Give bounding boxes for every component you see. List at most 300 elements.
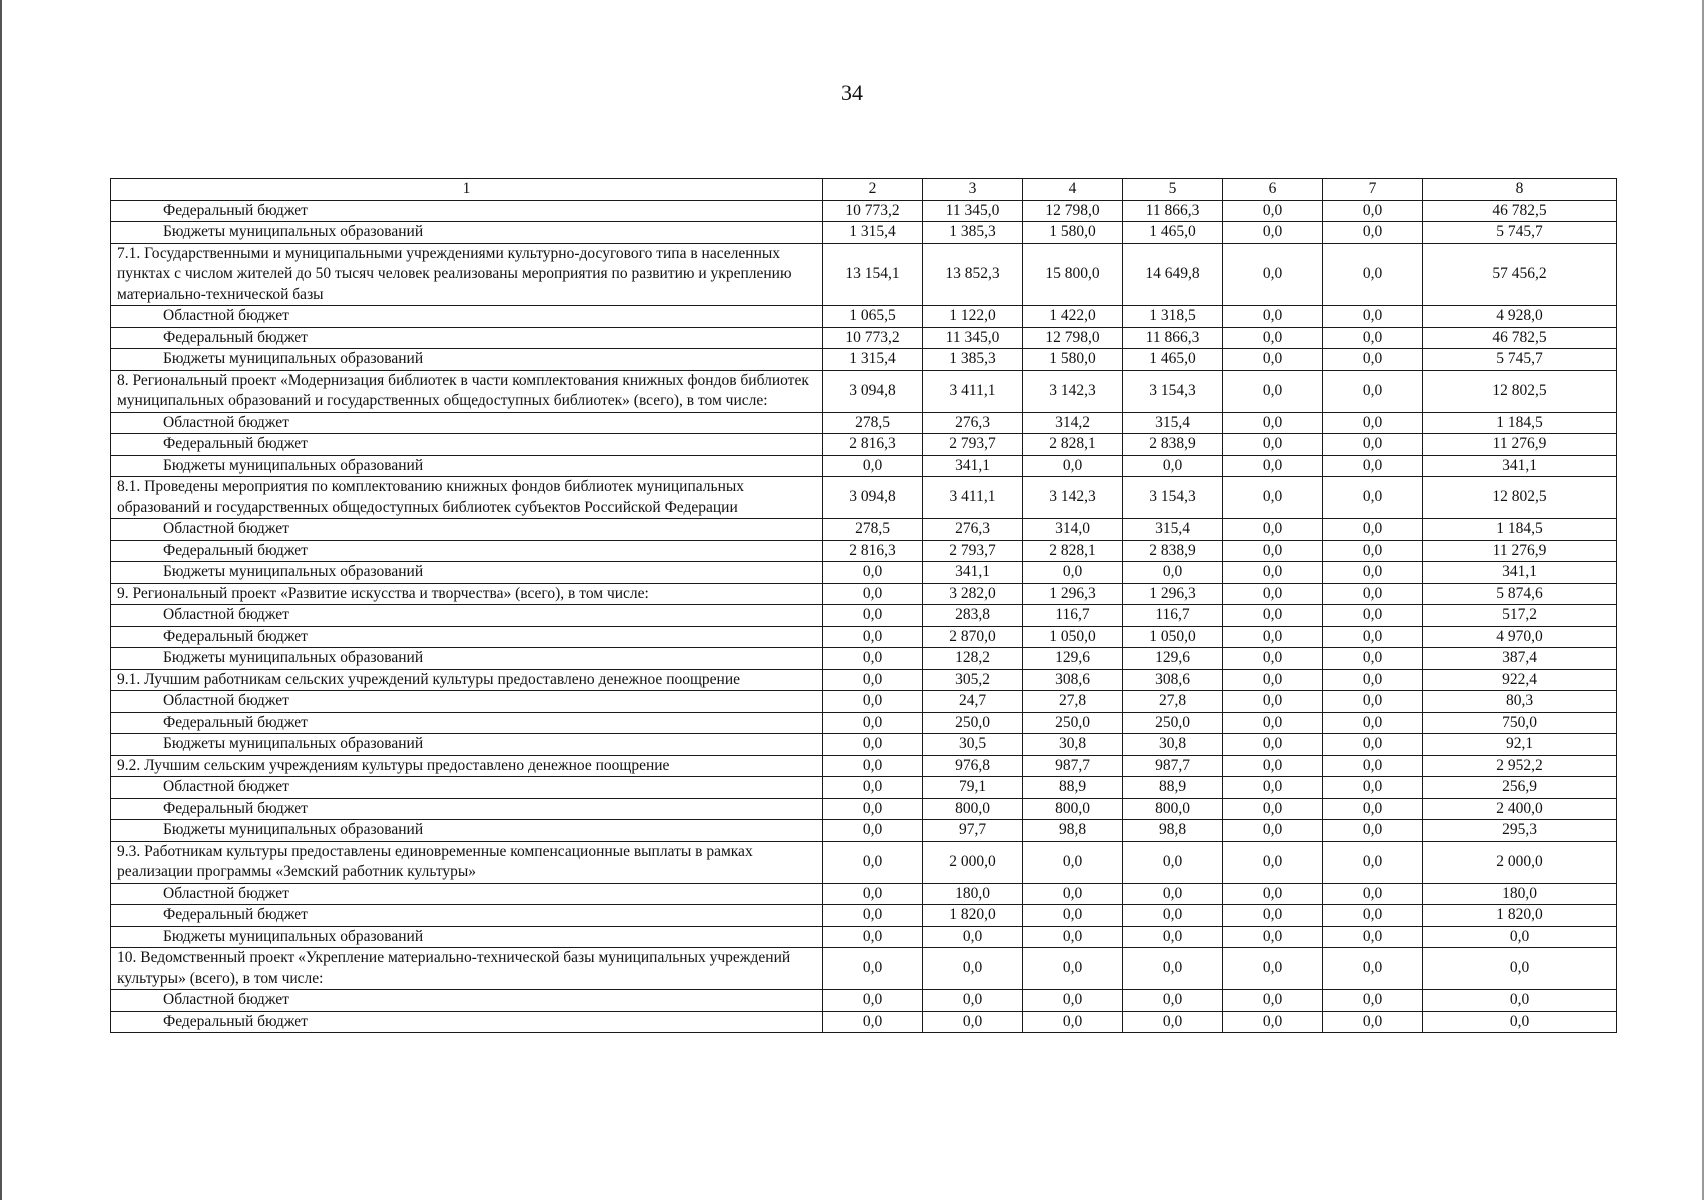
value-cell: 0,0 — [1323, 669, 1423, 691]
value-cell: 88,9 — [1123, 777, 1223, 799]
value-cell: 0,0 — [823, 883, 923, 905]
table-row — [111, 777, 1617, 799]
scan-edge-left — [0, 0, 2, 1200]
value-cell: 30,5 — [923, 734, 1023, 756]
table-row — [111, 562, 1617, 584]
value-cell: 1 385,3 — [923, 222, 1023, 244]
budget-source-label: Бюджеты муниципальных образований — [111, 562, 823, 584]
value-cell: 12 802,5 — [1423, 477, 1617, 519]
budget-source-label: Областной бюджет — [111, 777, 823, 799]
value-cell: 11 345,0 — [923, 327, 1023, 349]
value-cell: 0,0 — [1323, 222, 1423, 244]
value-cell: 0,0 — [1023, 455, 1123, 477]
value-cell: 11 345,0 — [923, 200, 1023, 222]
budget-source-label: Бюджеты муниципальных образований — [111, 349, 823, 371]
header-cell: 4 — [1023, 179, 1123, 201]
value-cell: 14 649,8 — [1123, 243, 1223, 306]
table-row — [111, 222, 1617, 244]
value-cell: 30,8 — [1023, 734, 1123, 756]
item-label: 9.3. Работникам культуры предоставлены единовременные компенсационные выплаты в рамках реализации программы «Земский работник культуры» — [111, 841, 823, 883]
value-cell: 0,0 — [1123, 455, 1223, 477]
value-cell: 0,0 — [1223, 626, 1323, 648]
value-cell: 315,4 — [1123, 519, 1223, 541]
table-row — [111, 883, 1617, 905]
page-number: 34 — [841, 80, 863, 105]
item-label: 9.1. Лучшим работникам сельских учреждений культуры предоставлено денежное поощрение — [111, 669, 823, 691]
value-cell: 278,5 — [823, 519, 923, 541]
value-cell: 0,0 — [823, 669, 923, 691]
value-cell: 0,0 — [1323, 200, 1423, 222]
table-row — [111, 798, 1617, 820]
value-cell: 27,8 — [1023, 691, 1123, 713]
budget-source-label: Областной бюджет — [111, 883, 823, 905]
budget-table — [110, 178, 1617, 1033]
value-cell: 0,0 — [1223, 905, 1323, 927]
value-cell: 0,0 — [1223, 669, 1323, 691]
value-cell: 0,0 — [823, 734, 923, 756]
value-cell: 0,0 — [1223, 648, 1323, 670]
value-cell: 116,7 — [1023, 605, 1123, 627]
value-cell: 922,4 — [1423, 669, 1617, 691]
table-row — [111, 477, 1617, 519]
value-cell: 0,0 — [1323, 820, 1423, 842]
value-cell: 129,6 — [1123, 648, 1223, 670]
value-cell: 0,0 — [823, 712, 923, 734]
value-cell: 98,8 — [1023, 820, 1123, 842]
value-cell: 0,0 — [1323, 948, 1423, 990]
header-cell: 6 — [1223, 179, 1323, 201]
table-row — [111, 200, 1617, 222]
value-cell: 1 315,4 — [823, 349, 923, 371]
value-cell: 12 802,5 — [1423, 370, 1617, 412]
value-cell: 278,5 — [823, 412, 923, 434]
value-cell: 0,0 — [1123, 905, 1223, 927]
value-cell: 0,0 — [1023, 562, 1123, 584]
value-cell: 0,0 — [1223, 583, 1323, 605]
value-cell: 88,9 — [1023, 777, 1123, 799]
value-cell: 0,0 — [1223, 691, 1323, 713]
value-cell: 0,0 — [1223, 948, 1323, 990]
value-cell: 0,0 — [1323, 412, 1423, 434]
header-cell: 8 — [1423, 179, 1617, 201]
table-row — [111, 648, 1617, 670]
budget-source-label: Бюджеты муниципальных образований — [111, 648, 823, 670]
value-cell: 98,8 — [1123, 820, 1223, 842]
value-cell: 256,9 — [1423, 777, 1617, 799]
value-cell: 0,0 — [1123, 926, 1223, 948]
value-cell: 0,0 — [823, 583, 923, 605]
value-cell: 0,0 — [823, 1011, 923, 1033]
value-cell: 0,0 — [1223, 477, 1323, 519]
budget-source-label: Бюджеты муниципальных образований — [111, 820, 823, 842]
value-cell: 0,0 — [1323, 883, 1423, 905]
value-cell: 0,0 — [1323, 540, 1423, 562]
value-cell: 1 580,0 — [1023, 349, 1123, 371]
table-row — [111, 605, 1617, 627]
value-cell: 3 094,8 — [823, 477, 923, 519]
value-cell: 0,0 — [1323, 712, 1423, 734]
value-cell: 1 820,0 — [1423, 905, 1617, 927]
budget-source-label: Федеральный бюджет — [111, 626, 823, 648]
value-cell: 0,0 — [823, 990, 923, 1012]
table-row — [111, 540, 1617, 562]
value-cell: 1 296,3 — [1123, 583, 1223, 605]
value-cell: 0,0 — [1423, 1011, 1617, 1033]
item-label: 7.1. Государственными и муниципальными учреждениями культурно-досугового типа в населенных пунктах с числом жителей до 50 тысяч человек реализованы мероприятия по развитию и укреплению материально-технической базы — [111, 243, 823, 306]
value-cell: 0,0 — [1223, 755, 1323, 777]
value-cell: 12 798,0 — [1023, 200, 1123, 222]
budget-source-label: Федеральный бюджет — [111, 712, 823, 734]
value-cell: 341,1 — [1423, 562, 1617, 584]
value-cell: 1 465,0 — [1123, 349, 1223, 371]
value-cell: 46 782,5 — [1423, 200, 1617, 222]
value-cell: 11 866,3 — [1123, 200, 1223, 222]
value-cell: 3 411,1 — [923, 477, 1023, 519]
value-cell: 1 580,0 — [1023, 222, 1123, 244]
value-cell: 276,3 — [923, 412, 1023, 434]
budget-source-label: Федеральный бюджет — [111, 1011, 823, 1033]
value-cell: 0,0 — [1123, 990, 1223, 1012]
value-cell: 2 838,9 — [1123, 434, 1223, 456]
value-cell: 0,0 — [1323, 990, 1423, 1012]
value-cell: 3 142,3 — [1023, 477, 1123, 519]
value-cell: 30,8 — [1123, 734, 1223, 756]
value-cell: 0,0 — [1223, 798, 1323, 820]
value-cell: 315,4 — [1123, 412, 1223, 434]
table-row — [111, 455, 1617, 477]
value-cell: 1 065,5 — [823, 306, 923, 328]
budget-source-label: Областной бюджет — [111, 691, 823, 713]
budget-source-label: Областной бюджет — [111, 412, 823, 434]
value-cell: 0,0 — [1323, 926, 1423, 948]
table-row — [111, 583, 1617, 605]
value-cell: 0,0 — [1223, 349, 1323, 371]
item-label: 9.2. Лучшим сельским учреждениям культуры предоставлено денежное поощрение — [111, 755, 823, 777]
table-row — [111, 691, 1617, 713]
budget-source-label: Федеральный бюджет — [111, 200, 823, 222]
value-cell: 180,0 — [923, 883, 1023, 905]
table-row — [111, 841, 1617, 883]
budget-source-label: Бюджеты муниципальных образований — [111, 926, 823, 948]
value-cell: 1 422,0 — [1023, 306, 1123, 328]
header-cell: 5 — [1123, 179, 1223, 201]
table-row — [111, 434, 1617, 456]
value-cell: 13 852,3 — [923, 243, 1023, 306]
value-cell: 3 282,0 — [923, 583, 1023, 605]
value-cell: 0,0 — [823, 841, 923, 883]
budget-source-label: Бюджеты муниципальных образований — [111, 222, 823, 244]
value-cell: 0,0 — [1323, 734, 1423, 756]
value-cell: 0,0 — [1323, 583, 1423, 605]
value-cell: 2 816,3 — [823, 434, 923, 456]
value-cell: 2 793,7 — [923, 434, 1023, 456]
value-cell: 46 782,5 — [1423, 327, 1617, 349]
value-cell: 4 970,0 — [1423, 626, 1617, 648]
value-cell: 1 820,0 — [923, 905, 1023, 927]
value-cell: 2 828,1 — [1023, 434, 1123, 456]
value-cell: 0,0 — [1023, 948, 1123, 990]
value-cell: 2 816,3 — [823, 540, 923, 562]
value-cell: 0,0 — [1123, 562, 1223, 584]
item-label: 10. Ведомственный проект «Укрепление материально-технической базы муниципальных учреждений культуры» (всего), в том числе: — [111, 948, 823, 990]
value-cell: 0,0 — [923, 926, 1023, 948]
table-row — [111, 669, 1617, 691]
value-cell: 0,0 — [1223, 1011, 1323, 1033]
value-cell: 0,0 — [1323, 798, 1423, 820]
budget-source-label: Федеральный бюджет — [111, 540, 823, 562]
table-row — [111, 926, 1617, 948]
value-cell: 0,0 — [1323, 455, 1423, 477]
value-cell: 0,0 — [823, 905, 923, 927]
value-cell: 0,0 — [1323, 306, 1423, 328]
budget-source-label: Областной бюджет — [111, 519, 823, 541]
table-row — [111, 1011, 1617, 1033]
value-cell: 0,0 — [1123, 841, 1223, 883]
value-cell: 2 000,0 — [923, 841, 1023, 883]
value-cell: 0,0 — [1223, 540, 1323, 562]
value-cell: 116,7 — [1123, 605, 1223, 627]
value-cell: 314,0 — [1023, 519, 1123, 541]
value-cell: 250,0 — [1123, 712, 1223, 734]
value-cell: 2 828,1 — [1023, 540, 1123, 562]
value-cell: 0,0 — [1223, 412, 1323, 434]
table-row — [111, 412, 1617, 434]
value-cell: 0,0 — [1323, 562, 1423, 584]
value-cell: 5 745,7 — [1423, 222, 1617, 244]
value-cell: 0,0 — [923, 990, 1023, 1012]
value-cell: 0,0 — [1223, 370, 1323, 412]
value-cell: 0,0 — [823, 455, 923, 477]
value-cell: 3 094,8 — [823, 370, 923, 412]
value-cell: 0,0 — [1323, 477, 1423, 519]
value-cell: 0,0 — [1023, 1011, 1123, 1033]
value-cell: 5 874,6 — [1423, 583, 1617, 605]
value-cell: 80,3 — [1423, 691, 1617, 713]
table-row — [111, 243, 1617, 306]
value-cell: 341,1 — [923, 455, 1023, 477]
table-row — [111, 990, 1617, 1012]
value-cell: 250,0 — [923, 712, 1023, 734]
value-cell: 987,7 — [1123, 755, 1223, 777]
value-cell: 2 793,7 — [923, 540, 1023, 562]
value-cell: 305,2 — [923, 669, 1023, 691]
value-cell: 2 838,9 — [1123, 540, 1223, 562]
value-cell: 0,0 — [1223, 734, 1323, 756]
table-row — [111, 306, 1617, 328]
table-row — [111, 327, 1617, 349]
value-cell: 976,8 — [923, 755, 1023, 777]
budget-source-label: Областной бюджет — [111, 990, 823, 1012]
value-cell: 0,0 — [1223, 434, 1323, 456]
header-cell: 1 — [111, 179, 823, 201]
value-cell: 3 142,3 — [1023, 370, 1123, 412]
value-cell: 0,0 — [1323, 605, 1423, 627]
table-row — [111, 370, 1617, 412]
value-cell: 0,0 — [823, 798, 923, 820]
value-cell: 1 184,5 — [1423, 519, 1617, 541]
value-cell: 2 000,0 — [1423, 841, 1617, 883]
value-cell: 0,0 — [1323, 370, 1423, 412]
budget-source-label: Федеральный бюджет — [111, 327, 823, 349]
value-cell: 1 465,0 — [1123, 222, 1223, 244]
value-cell: 1 122,0 — [923, 306, 1023, 328]
value-cell: 0,0 — [1323, 243, 1423, 306]
value-cell: 1 050,0 — [1023, 626, 1123, 648]
value-cell: 5 745,7 — [1423, 349, 1617, 371]
value-cell: 79,1 — [923, 777, 1023, 799]
value-cell: 295,3 — [1423, 820, 1617, 842]
value-cell: 0,0 — [1023, 990, 1123, 1012]
value-cell: 0,0 — [1323, 841, 1423, 883]
value-cell: 11 276,9 — [1423, 434, 1617, 456]
value-cell: 0,0 — [1323, 327, 1423, 349]
table-row — [111, 755, 1617, 777]
header-cell: 3 — [923, 179, 1023, 201]
value-cell: 750,0 — [1423, 712, 1617, 734]
value-cell: 308,6 — [1023, 669, 1123, 691]
value-cell: 0,0 — [1423, 926, 1617, 948]
value-cell: 3 154,3 — [1123, 477, 1223, 519]
value-cell: 24,7 — [923, 691, 1023, 713]
value-cell: 0,0 — [1323, 905, 1423, 927]
value-cell: 0,0 — [1123, 1011, 1223, 1033]
value-cell: 1 385,3 — [923, 349, 1023, 371]
value-cell: 0,0 — [1323, 626, 1423, 648]
budget-source-label: Областной бюджет — [111, 605, 823, 627]
table-row — [111, 734, 1617, 756]
value-cell: 15 800,0 — [1023, 243, 1123, 306]
item-label: 8.1. Проведены мероприятия по комплектованию книжных фондов библиотек муниципальных образований и государственных общедоступных библиотек субъектов Российской Федерации — [111, 477, 823, 519]
value-cell: 387,4 — [1423, 648, 1617, 670]
budget-source-label: Федеральный бюджет — [111, 434, 823, 456]
budget-source-label: Бюджеты муниципальных образований — [111, 455, 823, 477]
value-cell: 0,0 — [1323, 434, 1423, 456]
budget-source-label: Бюджеты муниципальных образований — [111, 734, 823, 756]
value-cell: 2 952,2 — [1423, 755, 1617, 777]
value-cell: 129,6 — [1023, 648, 1123, 670]
value-cell: 128,2 — [923, 648, 1023, 670]
budget-source-label: Областной бюджет — [111, 306, 823, 328]
value-cell: 0,0 — [1423, 990, 1617, 1012]
table-row — [111, 626, 1617, 648]
value-cell: 0,0 — [1223, 605, 1323, 627]
value-cell: 0,0 — [1223, 200, 1323, 222]
value-cell: 0,0 — [823, 605, 923, 627]
value-cell: 308,6 — [1123, 669, 1223, 691]
value-cell: 987,7 — [1023, 755, 1123, 777]
value-cell: 97,7 — [923, 820, 1023, 842]
value-cell: 27,8 — [1123, 691, 1223, 713]
value-cell: 0,0 — [1323, 648, 1423, 670]
value-cell: 0,0 — [1023, 841, 1123, 883]
value-cell: 0,0 — [1223, 222, 1323, 244]
value-cell: 11 276,9 — [1423, 540, 1617, 562]
value-cell: 10 773,2 — [823, 200, 923, 222]
value-cell: 0,0 — [823, 777, 923, 799]
value-cell: 0,0 — [1223, 519, 1323, 541]
value-cell: 3 154,3 — [1123, 370, 1223, 412]
budget-source-label: Федеральный бюджет — [111, 798, 823, 820]
table-row — [111, 349, 1617, 371]
table-row — [111, 948, 1617, 990]
value-cell: 800,0 — [923, 798, 1023, 820]
value-cell: 283,8 — [923, 605, 1023, 627]
value-cell: 4 928,0 — [1423, 306, 1617, 328]
value-cell: 57 456,2 — [1423, 243, 1617, 306]
value-cell: 0,0 — [823, 691, 923, 713]
value-cell: 1 050,0 — [1123, 626, 1223, 648]
budget-source-label: Федеральный бюджет — [111, 905, 823, 927]
value-cell: 0,0 — [1023, 926, 1123, 948]
header-cell: 7 — [1323, 179, 1423, 201]
value-cell: 0,0 — [1423, 948, 1617, 990]
table-row — [111, 712, 1617, 734]
value-cell: 0,0 — [1323, 519, 1423, 541]
value-cell: 0,0 — [1123, 883, 1223, 905]
value-cell: 0,0 — [823, 626, 923, 648]
value-cell: 0,0 — [1223, 455, 1323, 477]
value-cell: 800,0 — [1023, 798, 1123, 820]
value-cell: 0,0 — [823, 820, 923, 842]
value-cell: 1 184,5 — [1423, 412, 1617, 434]
value-cell: 0,0 — [1323, 755, 1423, 777]
value-cell: 0,0 — [1223, 777, 1323, 799]
value-cell: 0,0 — [823, 926, 923, 948]
value-cell: 0,0 — [1223, 883, 1323, 905]
table-row — [111, 519, 1617, 541]
value-cell: 0,0 — [1223, 562, 1323, 584]
value-cell: 0,0 — [1023, 905, 1123, 927]
item-label: 9. Региональный проект «Развитие искусства и творчества» (всего), в том числе: — [111, 583, 823, 605]
value-cell: 0,0 — [1223, 243, 1323, 306]
value-cell: 3 411,1 — [923, 370, 1023, 412]
value-cell: 0,0 — [823, 948, 923, 990]
value-cell: 276,3 — [923, 519, 1023, 541]
value-cell: 2 400,0 — [1423, 798, 1617, 820]
value-cell: 10 773,2 — [823, 327, 923, 349]
value-cell: 250,0 — [1023, 712, 1123, 734]
value-cell: 0,0 — [823, 562, 923, 584]
value-cell: 0,0 — [1323, 777, 1423, 799]
value-cell: 2 870,0 — [923, 626, 1023, 648]
value-cell: 0,0 — [1123, 948, 1223, 990]
value-cell: 800,0 — [1123, 798, 1223, 820]
value-cell: 0,0 — [1223, 306, 1323, 328]
value-cell: 0,0 — [1323, 1011, 1423, 1033]
item-label: 8. Региональный проект «Модернизация библиотек в части комплектования книжных фондов библиотек муниципальных образований и государственных общедоступных библиотек» (всего), в том числе: — [111, 370, 823, 412]
value-cell: 0,0 — [1323, 349, 1423, 371]
value-cell: 0,0 — [1223, 712, 1323, 734]
value-cell: 0,0 — [1223, 990, 1323, 1012]
value-cell: 180,0 — [1423, 883, 1617, 905]
value-cell: 0,0 — [1223, 327, 1323, 349]
value-cell: 314,2 — [1023, 412, 1123, 434]
table-row — [111, 905, 1617, 927]
value-cell: 0,0 — [823, 755, 923, 777]
value-cell: 0,0 — [923, 1011, 1023, 1033]
table-row — [111, 820, 1617, 842]
value-cell: 1 315,4 — [823, 222, 923, 244]
value-cell: 0,0 — [1323, 691, 1423, 713]
value-cell: 13 154,1 — [823, 243, 923, 306]
table-body — [111, 179, 1617, 1033]
value-cell: 341,1 — [1423, 455, 1617, 477]
value-cell: 0,0 — [1223, 820, 1323, 842]
value-cell: 1 318,5 — [1123, 306, 1223, 328]
value-cell: 341,1 — [923, 562, 1023, 584]
table-header-row — [111, 179, 1617, 201]
value-cell: 517,2 — [1423, 605, 1617, 627]
